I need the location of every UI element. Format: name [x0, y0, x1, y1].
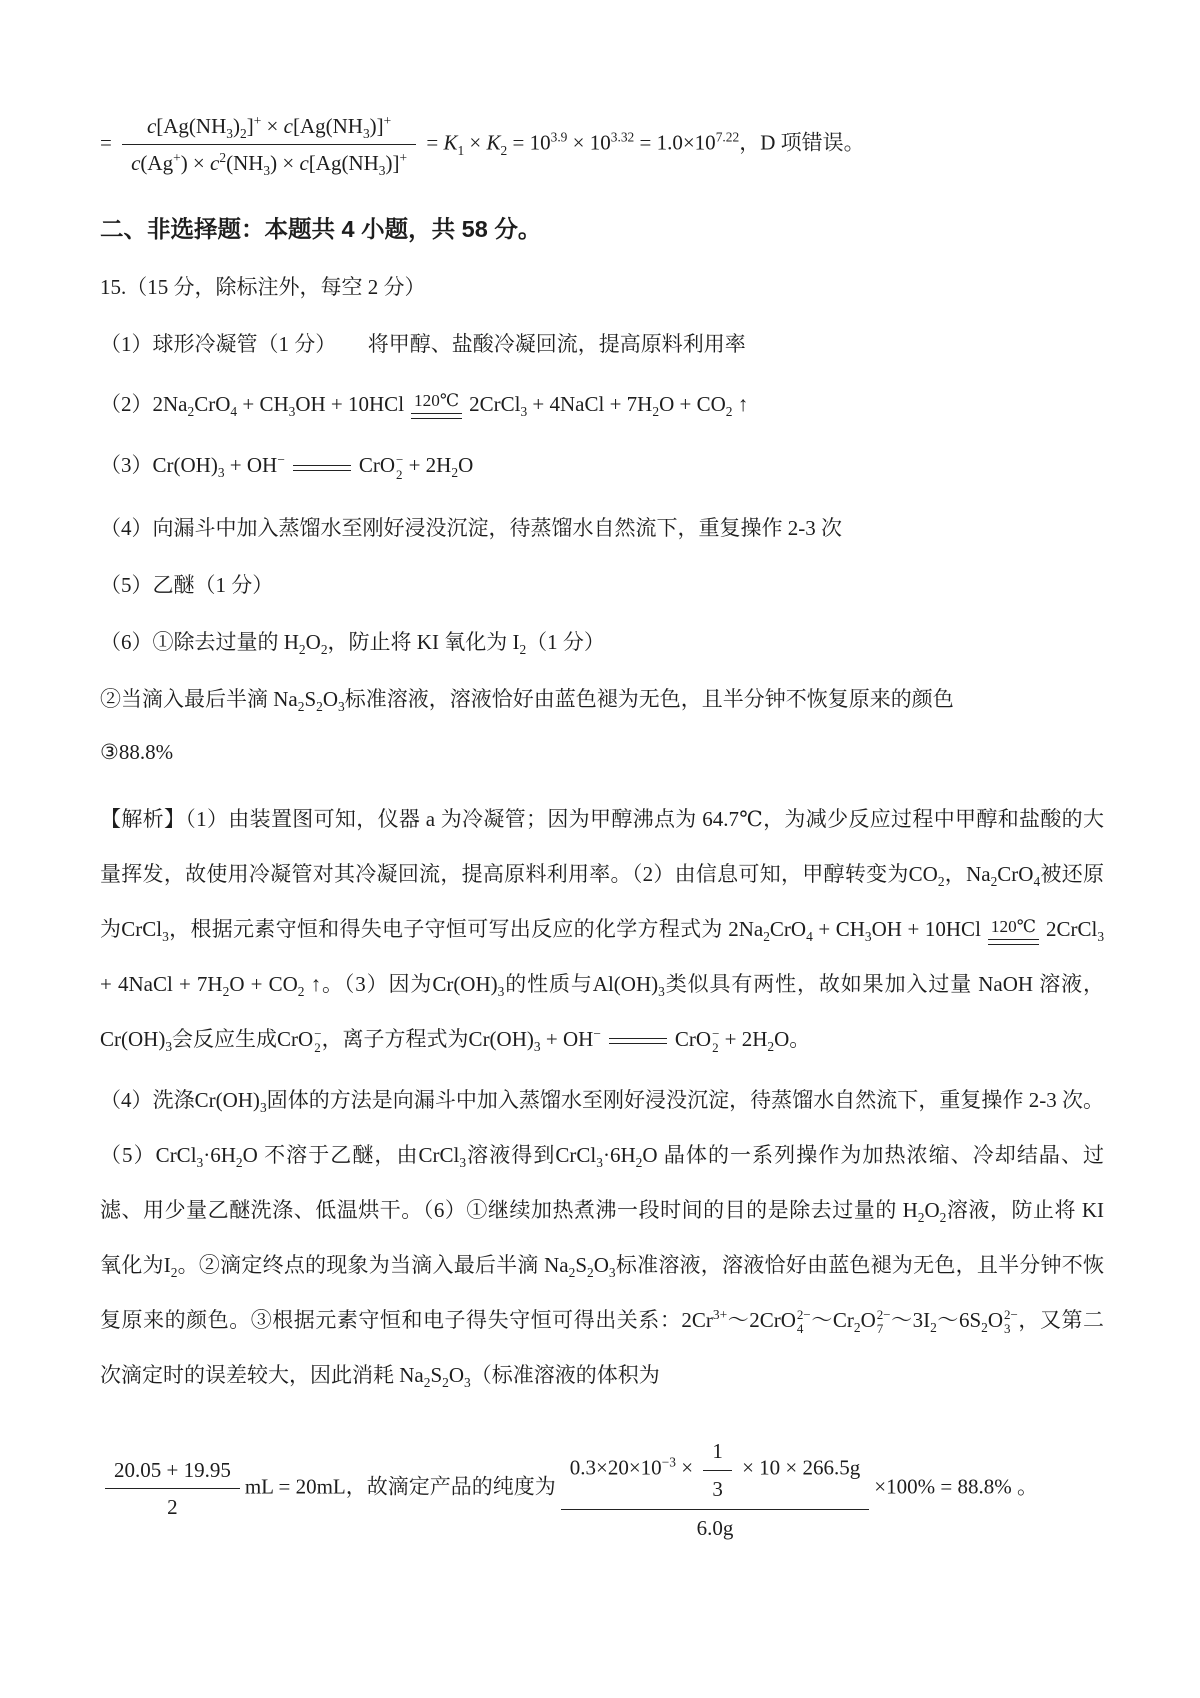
q15-answer-6-3: ③88.8%: [100, 739, 174, 764]
equation-k-product: = $\frac{c[Ag(NH_3)_2]^+ \times c[Ag(NH_3)]^+}{c(Ag^+) \times c^2(NH_3) \times c[Ag(NH_3)]^+}$ = $K_1 \times K_2 = 10^{3.9} \times 10^{3.32} = 1.0\times 10^{7.22}$，D 项错误。: [100, 110, 1104, 180]
analysis-part-1: 【解析】（1）由装置图可知，仪器 a 为冷凝管；因为甲醇沸点为 64.7℃，为减少反应过程中甲醇和盐酸的大量挥发，故使用冷凝管对其冷凝回流，提高原料利用率。（2）由信息可知，甲醇转变为$CO_2$，$Na_2CrO_4$被还原为CrCl$_3$，根据元素守恒和得失电子守恒可写出反应的化学方程式为 $2Na_2CrO_4 + CH_3OH + 10HCl$ 120℃ 2CrCl$_3$ + 4NaCl + $7H_2O + CO_2$ ↑。（3）因为$Cr(OH)_3$的性质与$Al(OH)_3$类似具有两性，故如果加入过量 NaOH 溶液，$Cr(OH)_3$会反应生成CrO − 2 ，离子方程式为$Cr(OH)_3 + OH^-$ CrO − 2 + $2H_2O$。: [100, 806, 1105, 1056]
q15-answer-5: （5）乙醚（1 分）: [100, 572, 274, 597]
q15-answer-6-2: ②当滴入最后半滴 $Na_2S_2O_3$标准溶液，溶液恰好由蓝色褪为无色，且半分钟不恢复原来的颜色: [100, 686, 954, 715]
analysis-part-2: （4）洗涤$Cr(OH)_3$固体的方法是向漏斗中加入蒸馏水至刚好浸没沉淀，待蒸馏水自然流下，重复操作 2-3 次。$(5)CrCl_3\cdot 6H_2O$ 不溶于乙醚，由CrCl$_3$溶液得到$CrCl_3\cdot 6H_2O$ 晶体的一系列操作为加热浓缩、冷却结晶、过滤、用少量乙醚洗涤、低温烘干。（6）①继续加热煮沸一段时间的目的是除去过量的 $H_2O_2$溶液，防止将 KI 氧化为$I_2$。②滴定终点的现象为当滴入最后半滴 $Na_2S_2O_3$标准溶液，溶液恰好由蓝色褪为无色，且半分钟不恢复原来的颜色。③根据元素守恒和电子得失守恒可得出关系：$2Cr^{3+}\sim 2CrO$ 2− 4 $\sim Cr_2O$ 2− 7 $\sim 3I_2\sim 6S_2O$ 2− 3 ，又第二次滴定时的误差较大，因此消耗 $Na_2S_2O_3$（标准溶液的体积为: [100, 1088, 1105, 1391]
q15-header: 15.（15 分，除标注外，每空 2 分）: [100, 274, 426, 299]
q15-answer-1: （1）球形冷凝管（1 分） 将甲醇、盐酸冷凝回流，提高原料利用率: [100, 331, 746, 356]
document-blocks: [100, 110, 1104, 1544]
q15-answer-2: $(2)2Na_2CrO_4 + CH_3OH + 10HCl$ 120℃ 2CrCl$_3$ + 4NaCl + $7H_2O + CO_2$ ↑: [100, 391, 749, 419]
analysis-final-calculation: $\frac{20.05 + 19.95}{2}$ mL = 20mL，故滴定产品的纯度为 $0.3\times 20\times 10^{-3}$ × $\frac{1}{3}$ × 10 × 266.5g 6.0g ×100% = 88.8% 。: [100, 1433, 1104, 1544]
q15-answer-3: $(3)Cr(OH)_3 + OH^-$ CrO − 2 + $2H_2O$: [100, 452, 474, 482]
q15-answer-4: （4）向漏斗中加入蒸馏水至刚好浸没沉淀，待蒸馏水自然流下，重复操作 2-3 次: [100, 515, 842, 540]
q15-answer-6-1: （6）①除去过量的 $H_2O_2$，防止将 KI 氧化为 $I_2(1$ 分）: [100, 629, 605, 658]
section-heading: 二、非选择题：本题共 4 小题，共 58 分。: [100, 215, 542, 242]
